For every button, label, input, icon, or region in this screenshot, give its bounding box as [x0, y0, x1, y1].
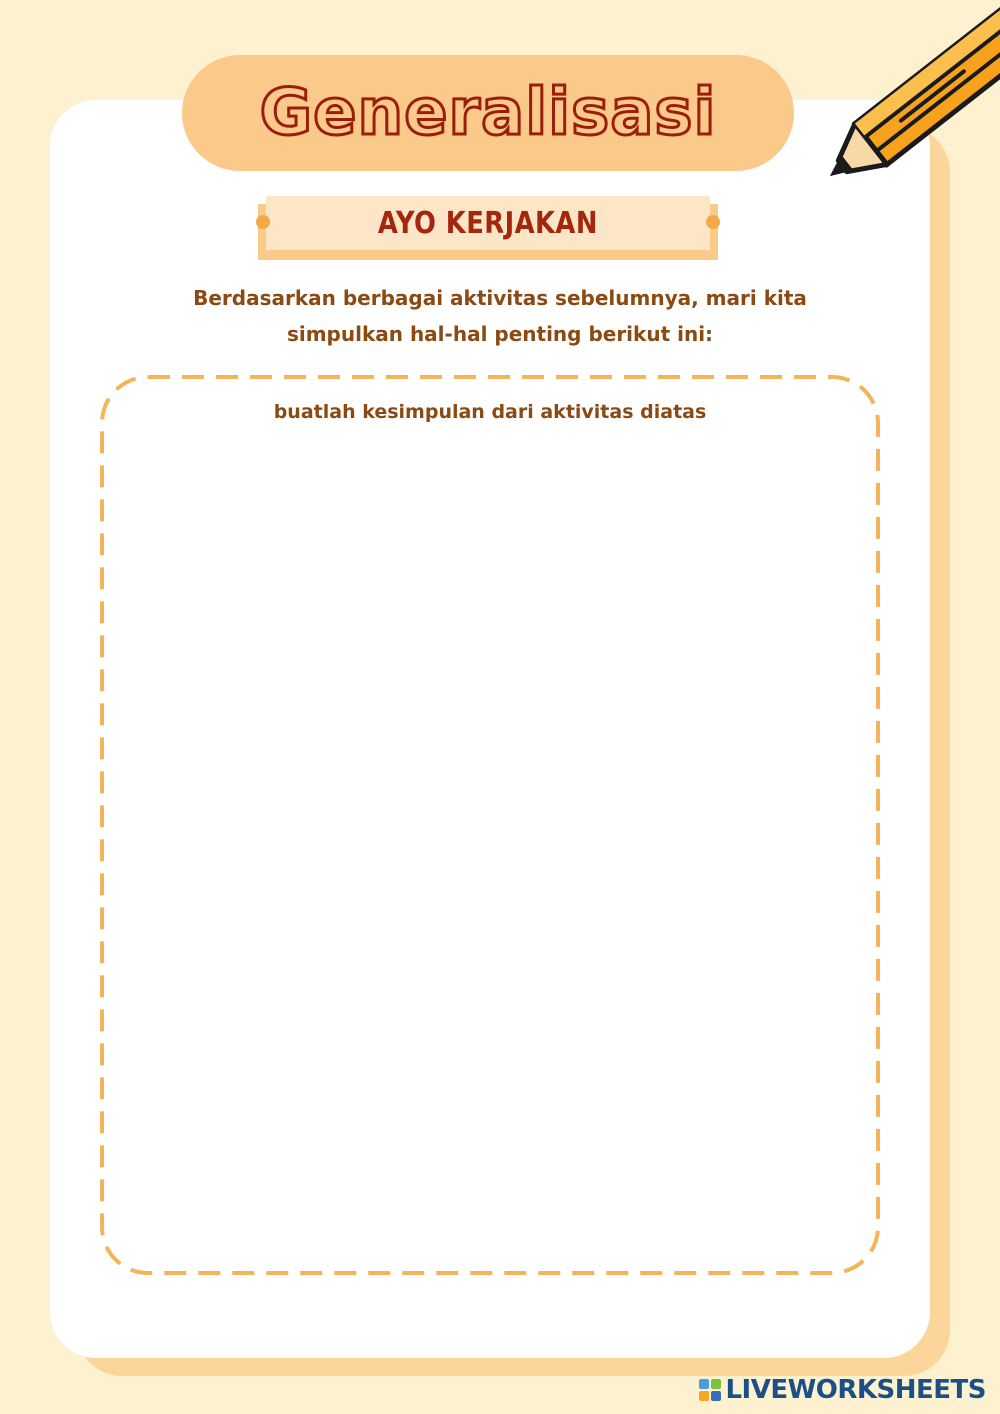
answer-input[interactable]	[130, 445, 854, 1249]
instructions-line-2: simpulkan hal-hal penting berikut ini:	[286, 322, 714, 346]
section-banner	[266, 196, 710, 250]
banner-right-dot	[706, 215, 720, 229]
instructions	[150, 280, 850, 352]
page-title: Generalisasi	[259, 76, 717, 150]
footer-brand	[699, 1376, 986, 1404]
banner-left-dot	[256, 215, 270, 229]
answer-box	[100, 375, 880, 1277]
footer-brand-text: LIVEWORKSHEETS	[725, 1375, 986, 1405]
instructions-line-1: Berdasarkan berbagai aktivitas sebelumnya, mari kita	[193, 286, 807, 310]
pencil-icon	[820, 0, 1000, 190]
liveworksheets-logo-icon	[699, 1379, 721, 1401]
title-pill	[182, 55, 794, 171]
banner-label: AYO KERJAKAN	[378, 205, 598, 241]
answer-prompt: buatlah kesimpulan dari aktivitas diatas	[273, 401, 707, 423]
